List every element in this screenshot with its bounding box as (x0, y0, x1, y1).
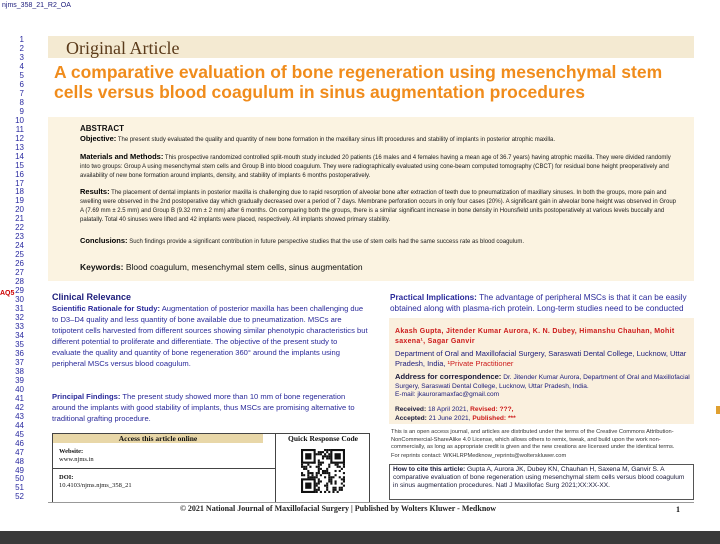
line-number: 31 (15, 304, 24, 314)
findings-label: Principal Findings: (52, 392, 121, 401)
line-number: 29 (15, 286, 24, 296)
author-list: Akash Gupta, Jitender Kumar Aurora, K. N. Dubey, Himanshu Chauhan, Mohit saxena¹, Sagar Ganvir (395, 328, 675, 345)
reprints-contact: For reprints contact: WKHLRPMedknow_reprints@wolterskluwer.com (391, 452, 567, 459)
received-label: Received: (395, 406, 427, 413)
methods-text: This prospective randomized controlled split-mouth study included 20 patients (16 males and 4 females having a mean age of 36.7 years) having atrophic maxilla. They were divided randomly into two groups: Group A using mesenchymal stem cells and Group B into blood coagulum. They were radiographically evaluated using cone-beam computed tomography (CBCT) for residual bone height preoperatively and availability of new bone formation around implants, density, and stability of implants 6 months postoperatively. (80, 155, 671, 179)
clinical-relevance-heading: Clinical Relevance (52, 292, 132, 302)
viewer-bottom-bar (0, 531, 720, 544)
objective-text: The present study evaluated the quality and quantity of new bone formation in the maxillary sinus lift procedures and stability of implants in posterior atrophic maxilla. (117, 137, 556, 143)
line-number: 51 (15, 483, 24, 493)
doi-label: DOI: (59, 474, 74, 481)
line-number: 9 (19, 106, 24, 116)
objective-label: Objective: (80, 134, 117, 143)
line-number: 41 (15, 393, 24, 403)
keywords (80, 262, 363, 272)
qr-code-icon[interactable] (301, 449, 345, 493)
line-number: 14 (15, 151, 24, 161)
line-number: 48 (15, 456, 24, 466)
margin-marker (716, 406, 720, 414)
line-number: 8 (19, 97, 24, 107)
line-number: 40 (15, 384, 24, 394)
table-divider (53, 468, 275, 469)
line-number: 47 (15, 447, 24, 457)
line-number: 1 (19, 35, 24, 44)
citation-label: How to cite this article: (393, 466, 466, 473)
published-label: Published: (472, 414, 507, 422)
line-number: 34 (15, 330, 24, 340)
license-text: This is an open access journal, and articles are distributed under the terms of the Creative Commons Attribution-NonCommercial-ShareAlike 4.0 License, which allows others to remix, tweak, and build upon the work non-commercially, as long as appropriate credit is given and the new creations are licensed under the identical terms. (391, 429, 675, 450)
accepted-date: 21 June 2021, (428, 414, 471, 422)
line-number: 22 (15, 223, 24, 233)
practical-implications (390, 292, 692, 314)
line-number: 19 (15, 196, 24, 206)
rationale-text: Augmentation of posterior maxilla has been challenging due to D3–D4 quality and less quantity of bone available due to pneumatization. MSCs are totipotent cells harvested from different sources showing similar phenotypic characteristics but different potential to proliferate and differentiate. The objective of the present study to evaluate the quality and quantity of bone regeneration 360° around the implants using peripheral MSCs versus blood coagulum. (52, 304, 368, 368)
line-number: 12 (15, 133, 24, 143)
line-number: 13 (15, 142, 24, 152)
line-number: 6 (19, 79, 24, 89)
line-number: 15 (15, 160, 24, 170)
rationale-label: Scientific Rationale for Study: (52, 304, 161, 313)
page-footer: © 2021 National Journal of Maxillofacial Surgery | Published by Wolters Kluwer - Medknow (179, 504, 497, 513)
qr-cell (275, 443, 370, 502)
line-number: 20 (15, 205, 24, 215)
affiliation (395, 349, 690, 369)
results-label: Results: (80, 187, 110, 196)
access-online-table (52, 433, 370, 503)
practical-text: The advantage of peripheral MSCs is that it can be easily obtained along with plasma-rich protein. Long-term studies need to be conducted (390, 293, 687, 313)
line-number: 3 (19, 52, 24, 62)
keywords-text: Blood coagulum, mesenchymal stem cells, sinus augmentation (125, 262, 363, 272)
line-numbers (2, 36, 24, 502)
line-number: 17 (15, 178, 24, 188)
abstract-methods (80, 152, 680, 181)
article-dates (395, 406, 690, 423)
affiliation-text: Department of Oral and Maxillofacial Surgery, Saraswati Dental College, Lucknow, Uttar Pradesh, India, (395, 349, 687, 368)
article-type-part1: Original (66, 38, 126, 58)
revised-date: ???, (499, 406, 514, 413)
website-label: Website: (59, 448, 84, 455)
correspondence-email[interactable]: E-mail: jkauroramaxfac@gmail.com (395, 391, 500, 398)
line-number: 50 (15, 474, 24, 484)
article-type (66, 38, 180, 59)
line-number: 36 (15, 348, 24, 358)
line-number: 38 (15, 366, 24, 376)
line-number: 21 (15, 214, 24, 224)
line-number: 49 (15, 465, 24, 475)
conclusions-label: Conclusions: (80, 236, 128, 245)
line-number: 2 (19, 43, 24, 53)
article-title: A comparative evaluation of bone regeneration using mesenchymal stem cells versus blood coagulum in sinus augmentation procedures (54, 62, 663, 102)
line-number: 24 (15, 241, 24, 251)
line-number: 33 (15, 322, 24, 331)
author-query-marker[interactable]: AQ5 (0, 290, 15, 297)
doi-value[interactable]: 10.4103/njms.njms_358_21 (59, 482, 132, 489)
line-number: 43 (15, 411, 24, 421)
line-number: 44 (15, 420, 24, 430)
scientific-rationale (52, 303, 368, 369)
line-number: 28 (15, 277, 24, 287)
line-number: 37 (15, 357, 24, 367)
revised-label: Revised: (470, 406, 498, 413)
abstract-results (80, 187, 680, 225)
principal-findings (52, 391, 368, 424)
line-number: 5 (19, 70, 24, 80)
abstract-heading: ABSTRACT (80, 124, 124, 133)
citation (393, 466, 689, 491)
line-number: 18 (15, 187, 24, 197)
accepted-label: Accepted: (395, 414, 427, 422)
correspondence-label: Address for correspondence: (395, 372, 502, 381)
line-number: 39 (15, 375, 24, 385)
findings-text: The present study showed more than 10 mm of bone regeneration around the implants with good stability of implants, thus MSCs are promising alternative to traditional grafting procedure. (52, 392, 355, 423)
received-date: 18 April 2021, (428, 406, 469, 413)
line-number: 7 (19, 88, 24, 98)
license-notice (391, 429, 691, 460)
website-link[interactable]: www.njms.in (59, 456, 94, 463)
footer-rule (48, 502, 694, 503)
line-number: 52 (15, 492, 24, 502)
citation-text: Gupta A, Aurora JK, Dubey KN, Chauhan H, Saxena M, Ganvir S. A comparative evaluation of bone regeneration using mesenchymal stem cells versus blood coagulum in sinus augmentation procedures. Natl J Maxillofac Surg 2021;XX:XX-XX. (393, 466, 685, 490)
results-text: The placement of dental implants in posterior maxilla is challenging due to rapid resorption of alveolar bone after extraction of teeth due to pneumatization of maxillary sinuses. In both the groups, more pain and swelling were observed in the 2nd postoperative day which gradually decreased over a period of 7 days. Membrane perforation occurs in only four cases (20%). A significant gain in alveolar bone height was observed in Group A (7.69 mm ± 2.5 mm) and Group B (9.32 mm ± 2 mm) after 6 months. On comparing both the groups, there is a similar significant increase in bone density in Hounsfield units postoperatively at various levels buccally and palatally. Total 40 sinuses were lifted and 42 implants were placed, respectively. All implants showed primary stability. (80, 190, 677, 223)
line-number: 16 (15, 169, 24, 179)
correspondence-text: Dr. Jitender Kumar Aurora, Department of Oral and Maxillofacial Surgery, Saraswati Dental College, Lucknow, Uttar Pradesh, India. (395, 374, 690, 390)
line-number: 45 (15, 429, 24, 439)
correspondence (395, 373, 690, 400)
access-heading: Access this article online (53, 434, 263, 443)
line-number: 32 (15, 313, 24, 323)
article-type-part2: Article (129, 38, 180, 58)
line-number: 35 (15, 339, 24, 349)
abstract-conclusions (80, 236, 680, 247)
line-number: 46 (15, 438, 24, 448)
line-number: 42 (15, 402, 24, 412)
line-number: 26 (15, 259, 24, 269)
affiliation-note: ¹Private Practitioner (447, 359, 514, 368)
keywords-label: Keywords: (80, 262, 124, 272)
qr-heading: Quick Response Code (275, 434, 370, 443)
line-number: 25 (15, 250, 24, 260)
line-number: 30 (15, 295, 24, 305)
methods-label: Materials and Methods: (80, 152, 164, 161)
file-id: njms_358_21_R2_OA (2, 2, 71, 9)
published-date: *** (507, 414, 516, 422)
page-number: 1 (676, 505, 680, 514)
line-number: 10 (15, 115, 24, 125)
conclusions-text: Such findings provide a significant contribution in future perspective studies that the use of stem cells had the same success rate as blood coagulum. (129, 239, 525, 245)
line-number: 23 (15, 232, 24, 242)
abstract-objective (80, 134, 680, 145)
line-number: 11 (15, 124, 24, 134)
line-number: 27 (15, 268, 24, 278)
line-number: 4 (19, 61, 24, 71)
practical-label: Practical Implications: (390, 293, 477, 302)
